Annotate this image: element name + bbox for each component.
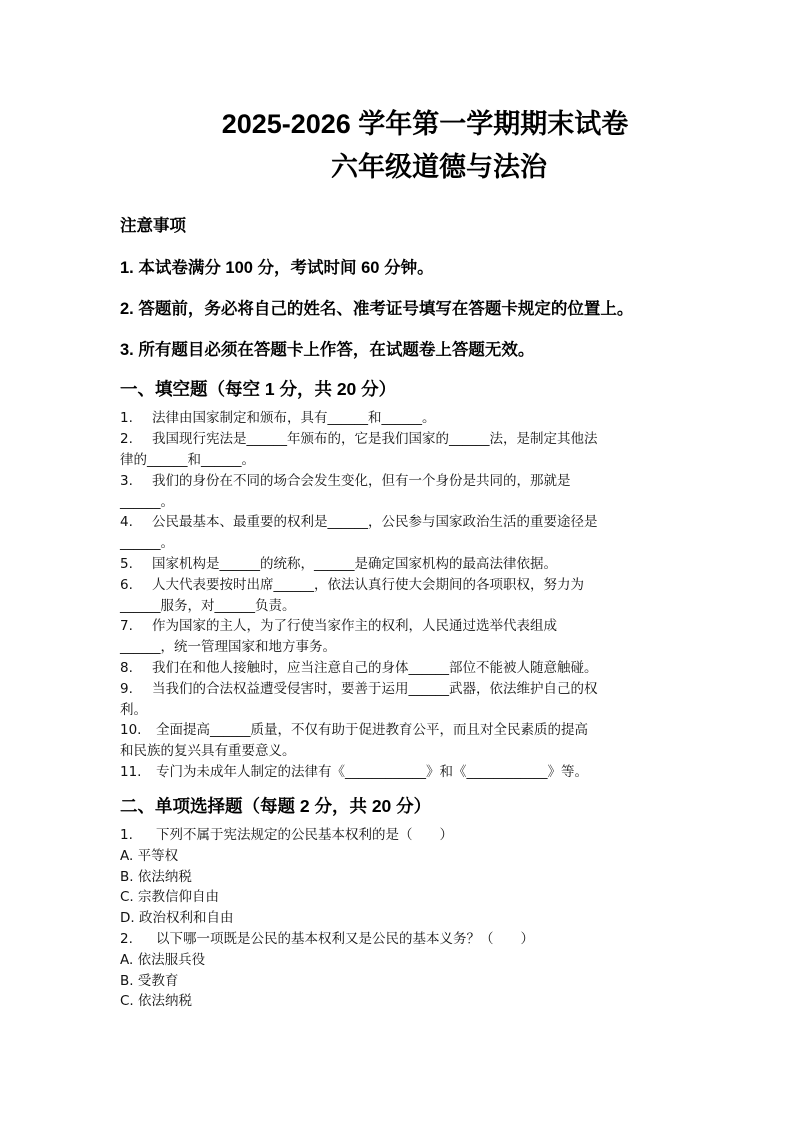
fill-question-3: [120, 471, 675, 512]
notice-item-3: 3. 所有题目必须在答题卡上作答，在试题卷上答题无效。: [120, 341, 535, 359]
question-number: 6.: [120, 577, 133, 593]
section-fill-blank-heading: 一、填空题（每空 1 分，共 20 分）: [120, 379, 397, 399]
notice-item-1: 1. 本试卷满分 100 分，考试时间 60 分钟。: [120, 259, 434, 277]
choice-option: D. 政治权利和自由: [120, 910, 234, 926]
question-text-cont: ______，统一管理国家和地方事务。: [120, 638, 336, 655]
fill-question-4: [120, 512, 675, 553]
question-text: 法律由国家制定和颁布，具有______和______。: [152, 410, 436, 426]
question-number: 7.: [120, 618, 133, 634]
question-number: 3.: [120, 473, 133, 489]
question-stem: 下列不属于宪法规定的公民基本权利的是（ ）: [156, 827, 453, 843]
question-number: 10.: [120, 722, 142, 738]
question-text: 国家机构是______的统称，______是确定国家机构的最高法律依据。: [152, 556, 557, 572]
question-text-cont: 利。: [120, 701, 147, 718]
question-text-cont: ______。: [120, 493, 174, 510]
question-number: 9.: [120, 681, 133, 697]
fill-question-10: [120, 720, 675, 761]
question-text: 作为国家的主人，为了行使当家作主的权利，人民通过选举代表组成: [152, 618, 557, 634]
choice-option: A. 依法服兵役: [120, 952, 206, 968]
choice-option: B. 依法纳税: [120, 869, 192, 885]
fill-question-11: [120, 762, 675, 783]
question-text: 当我们的合法权益遭受侵害时，要善于运用______武器，依法维护自己的权: [152, 681, 598, 697]
question-stem: 以下哪一项既是公民的基本权利又是公民的基本义务？（ ）: [156, 931, 534, 947]
question-number: 1.: [120, 410, 133, 426]
notice-heading: 注意事项: [120, 217, 186, 235]
notice-item-2: 2. 答题前，务必将自己的姓名、准考证号填写在答题卡规定的位置上。: [120, 300, 634, 318]
fill-question-2: [120, 429, 675, 470]
choice-option: C. 依法纳税: [120, 993, 193, 1009]
question-text-cont: ______服务，对______负责。: [120, 597, 296, 614]
question-number: 2.: [120, 431, 133, 447]
section-single-choice-heading: 二、单项选择题（每题 2 分，共 20 分）: [120, 796, 432, 816]
exam-title: 2025-2026 学年第一学期期末试卷: [221, 109, 629, 139]
fill-question-6: [120, 575, 675, 616]
question-text: 公民最基本、最重要的权利是______，公民参与国家政治生活的重要途径是: [152, 514, 598, 530]
question-text-cont: ______。: [120, 534, 174, 551]
question-number: 8.: [120, 660, 133, 676]
choice-option: A. 平等权: [120, 848, 179, 864]
question-text-cont: 律的______和______。: [120, 451, 255, 468]
question-number: 11.: [120, 764, 142, 780]
choice-question-2: [120, 929, 675, 950]
question-text: 我们在和他人接触时，应当注意自己的身体______部位不能被人随意触碰。: [152, 660, 598, 676]
choice-option: B. 受教育: [120, 973, 179, 989]
question-text: 我国现行宪法是______年颁布的，它是我们国家的______法，是制定其他法: [152, 431, 598, 447]
question-number: 1.: [120, 827, 133, 843]
fill-question-1: [120, 408, 675, 429]
choice-option: C. 宗教信仰自由: [120, 889, 220, 905]
question-number: 5.: [120, 556, 133, 572]
question-text: 我们的身份在不同的场合会发生变化，但有一个身份是共同的，那就是: [152, 473, 571, 489]
question-number: 4.: [120, 514, 133, 530]
fill-question-5: [120, 554, 675, 575]
exam-subject-title: 六年级道德与法治: [331, 152, 547, 182]
question-number: 2.: [120, 931, 133, 947]
question-text-cont: 和民族的复兴具有重要意义。: [120, 742, 296, 759]
question-text: 全面提高______质量，不仅有助于促进教育公平，而且对全民素质的提高: [156, 722, 588, 738]
question-text: 人大代表要按时出席______，依法认真行使大会期间的各项职权，努力为: [152, 577, 584, 593]
question-text: 专门为未成年人制定的法律有《____________》和《____________》等。: [156, 764, 588, 780]
fill-question-7: [120, 616, 675, 657]
fill-question-8: [120, 658, 675, 679]
fill-question-9: [120, 679, 675, 720]
choice-question-1: [120, 825, 675, 846]
